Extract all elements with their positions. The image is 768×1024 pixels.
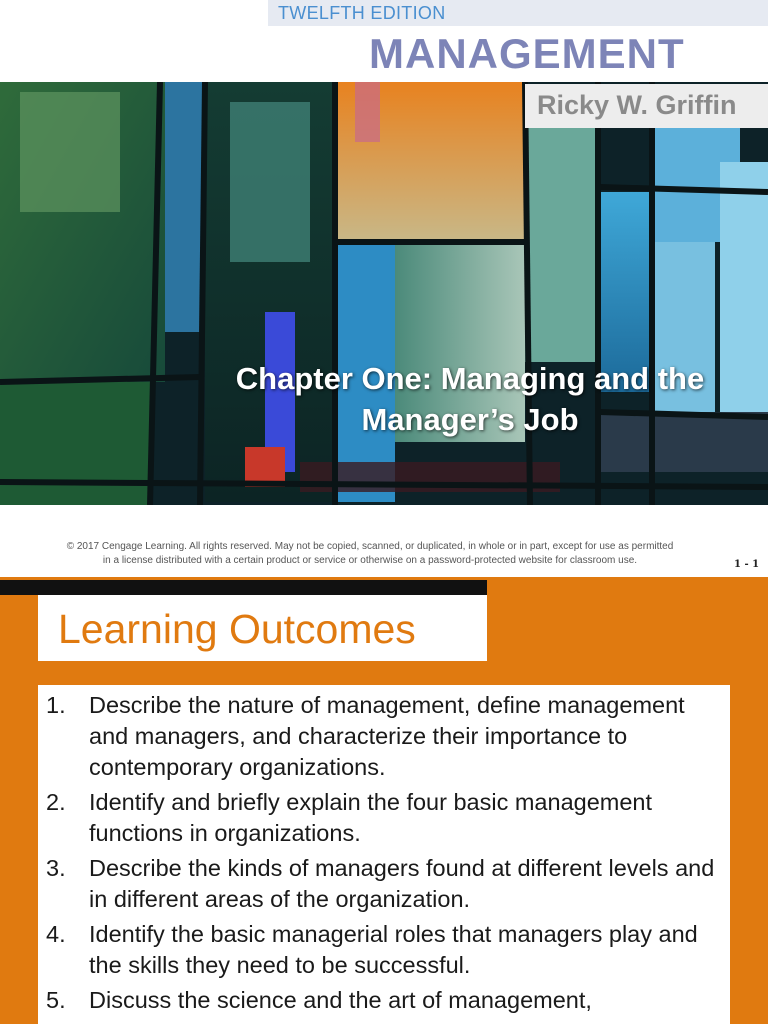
outcome-item	[46, 853, 726, 915]
outcome-number: 4.	[46, 921, 66, 947]
learning-outcomes-slide	[0, 577, 768, 1024]
outcome-number: 5.	[46, 987, 66, 1013]
author-name: Ricky W. Griffin	[537, 90, 737, 120]
outcome-item	[46, 787, 726, 849]
stained-glass-cover-image	[0, 82, 768, 505]
slide-heading: Learning Outcomes	[58, 606, 416, 652]
edition-label: TWELFTH EDITION	[278, 3, 446, 23]
outcome-number: 3.	[46, 855, 66, 881]
outcome-text: Describe the kinds of managers found at different levels and in different areas of the organization.	[89, 855, 715, 912]
outcome-text: Discuss the science and the art of management,	[89, 987, 592, 1013]
slide-number: 1 - 1	[734, 559, 760, 570]
chapter-title-line-1: Chapter One: Managing and the	[235, 361, 705, 396]
outcomes-list	[46, 690, 726, 1020]
outcome-number: 2.	[46, 789, 66, 815]
book-title: MANAGEMENT	[369, 30, 685, 77]
outcome-text: Identify the basic managerial roles that managers play and the skills they need to be successful.	[89, 921, 698, 978]
copyright-line-1: © 2017 Cengage Learning. All rights reserved. May not be copied, scanned, or duplicated, in whole or in part, except for use as permitted	[66, 541, 674, 552]
outcome-item	[46, 690, 726, 783]
outcome-text: Identify and briefly explain the four basic management functions in organizations.	[89, 789, 653, 846]
outcome-item	[46, 919, 726, 981]
outcome-item	[46, 985, 726, 1016]
chapter-title-line-2: Manager’s Job	[361, 402, 579, 437]
copyright-line-2: in a license distributed with a certain product or service or otherwise on a password-protected website for classroom use.	[102, 555, 638, 566]
header-strip	[0, 580, 487, 595]
copyright-notice	[20, 540, 720, 568]
outcome-text: Describe the nature of management, define management and managers, and characterize their importance to contemporary organizations.	[89, 692, 685, 780]
outcome-number: 1.	[46, 692, 66, 718]
chapter-title	[200, 358, 740, 440]
